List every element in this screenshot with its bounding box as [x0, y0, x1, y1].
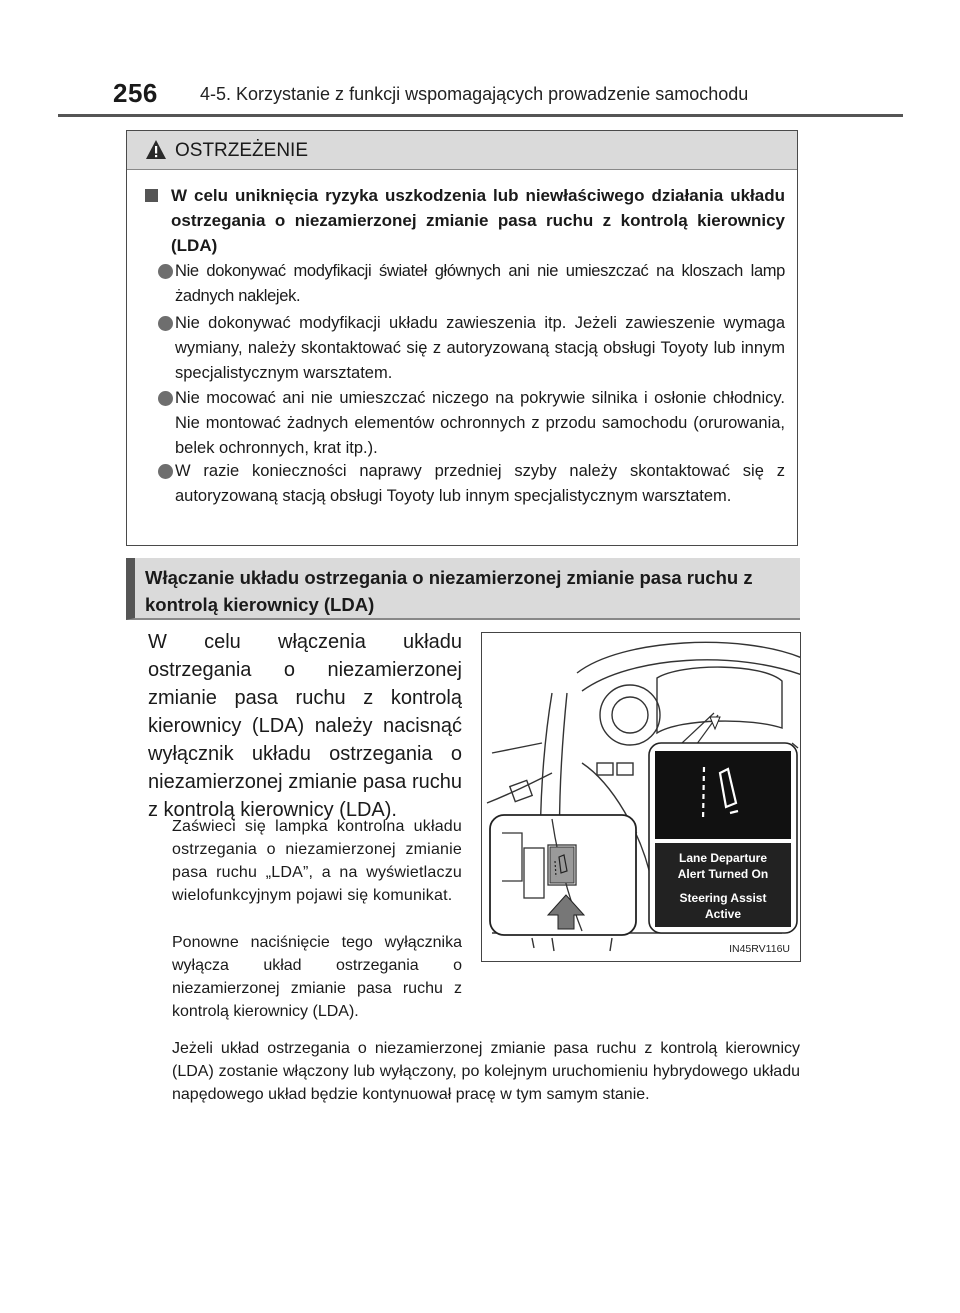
warning-item [145, 259, 785, 309]
warning-item [145, 386, 785, 461]
warning-heading [145, 183, 785, 258]
warning-item-text: Nie dokonywać modyfikacji układu zawieszenia itp. Jeżeli zawieszenie wymaga wymiany, należy skontaktować się z autoryzowaną stacją obsługi Toyoty lub innym specjalistycznym warsztatem. [175, 314, 785, 382]
dashboard-illustration [481, 632, 801, 962]
warning-item-text: W razie konieczności naprawy przedniej szyby należy skontaktować się z autoryzowaną stacją obsługi Toyoty lub innym specjalistycznym warsztatem. [175, 462, 785, 505]
screen-line-2: Alert Turned On [677, 867, 769, 881]
warning-item-text: Nie mocować ani nie umieszczać niczego na pokrywie silnika i osłonie chłodnicy. Nie montować żadnych elementów ochronnych z przodu samochodu (orurowania, belek ochronnych, krat itp.). [175, 389, 785, 457]
screen-line-4: Active [704, 907, 742, 921]
warning-triangle-icon [145, 139, 167, 161]
round-bullet-icon [158, 264, 173, 279]
header-rule [58, 114, 903, 117]
warning-item-text: Nie dokonywać modyfikacji świateł głównych ani nie umieszczać na kloszach lamp żadnych naklejek. [175, 262, 785, 305]
warning-item [145, 459, 785, 509]
warning-item [145, 311, 785, 386]
round-bullet-icon [158, 391, 173, 406]
indicator-paragraph: Zaświeci się lampka kontrolna układu ostrzegania o niezamierzonej zmianie pasa ruchu „LDA”, a na wyświetlaczu wielofunkcyjnym pojawi się komunikat. [172, 818, 462, 904]
section-title: Włączanie układu ostrzegania o niezamierzonej zmianie pasa ruchu z kontrolą kierownicy (LDA) [145, 567, 753, 615]
lead-paragraph: W celu włączenia układu ostrzegania o niezamierzonej zmianie pasa ruchu z kontrolą kierownicy (LDA) należy nacisnąć wyłącznik układu ostrzegania o niezamierzonej zmianie pasa ruchu z kontrolą kierownicy (LDA). [148, 631, 462, 821]
warning-header [127, 131, 797, 170]
figure-code: IN45RV116U [729, 943, 790, 955]
warning-title: OSTRZEŻENIE [175, 140, 309, 161]
warning-box [126, 130, 798, 546]
round-bullet-icon [158, 464, 173, 479]
page-number: 256 [113, 78, 158, 108]
switch-off-paragraph: Ponowne naciśnięcie tego wyłącznika wyłącza układ ostrzegania o niezamierzonej zmianie pasa ruchu z kontrolą kierownicy (LDA). [172, 934, 462, 1020]
state-retained-paragraph: Jeżeli układ ostrzegania o niezamierzonej zmianie pasa ruchu z kontrolą kierownicy (LDA) zostanie włączony lub wyłączony, po kolejnym uruchomieniu hybrydowego układu napędowego układ będzie kontynuował pracę w tym samym stanie. [172, 1040, 800, 1103]
warning-heading-text: W celu uniknięcia ryzyka uszkodzenia lub niewłaściwego działania układu ostrzegania o niezamierzonej zmianie pasa ruchu z kontrolą kierownicy (LDA) [171, 186, 785, 255]
section-heading [126, 558, 800, 620]
square-bullet-icon [145, 189, 158, 202]
chapter-title: 4-5. Korzystanie z funkcji wspomagających prowadzenie samochodu [200, 84, 749, 104]
screen-line-1: Lane Departure [678, 851, 768, 865]
round-bullet-icon [158, 316, 173, 331]
screen-line-3: Steering Assist [679, 891, 767, 905]
